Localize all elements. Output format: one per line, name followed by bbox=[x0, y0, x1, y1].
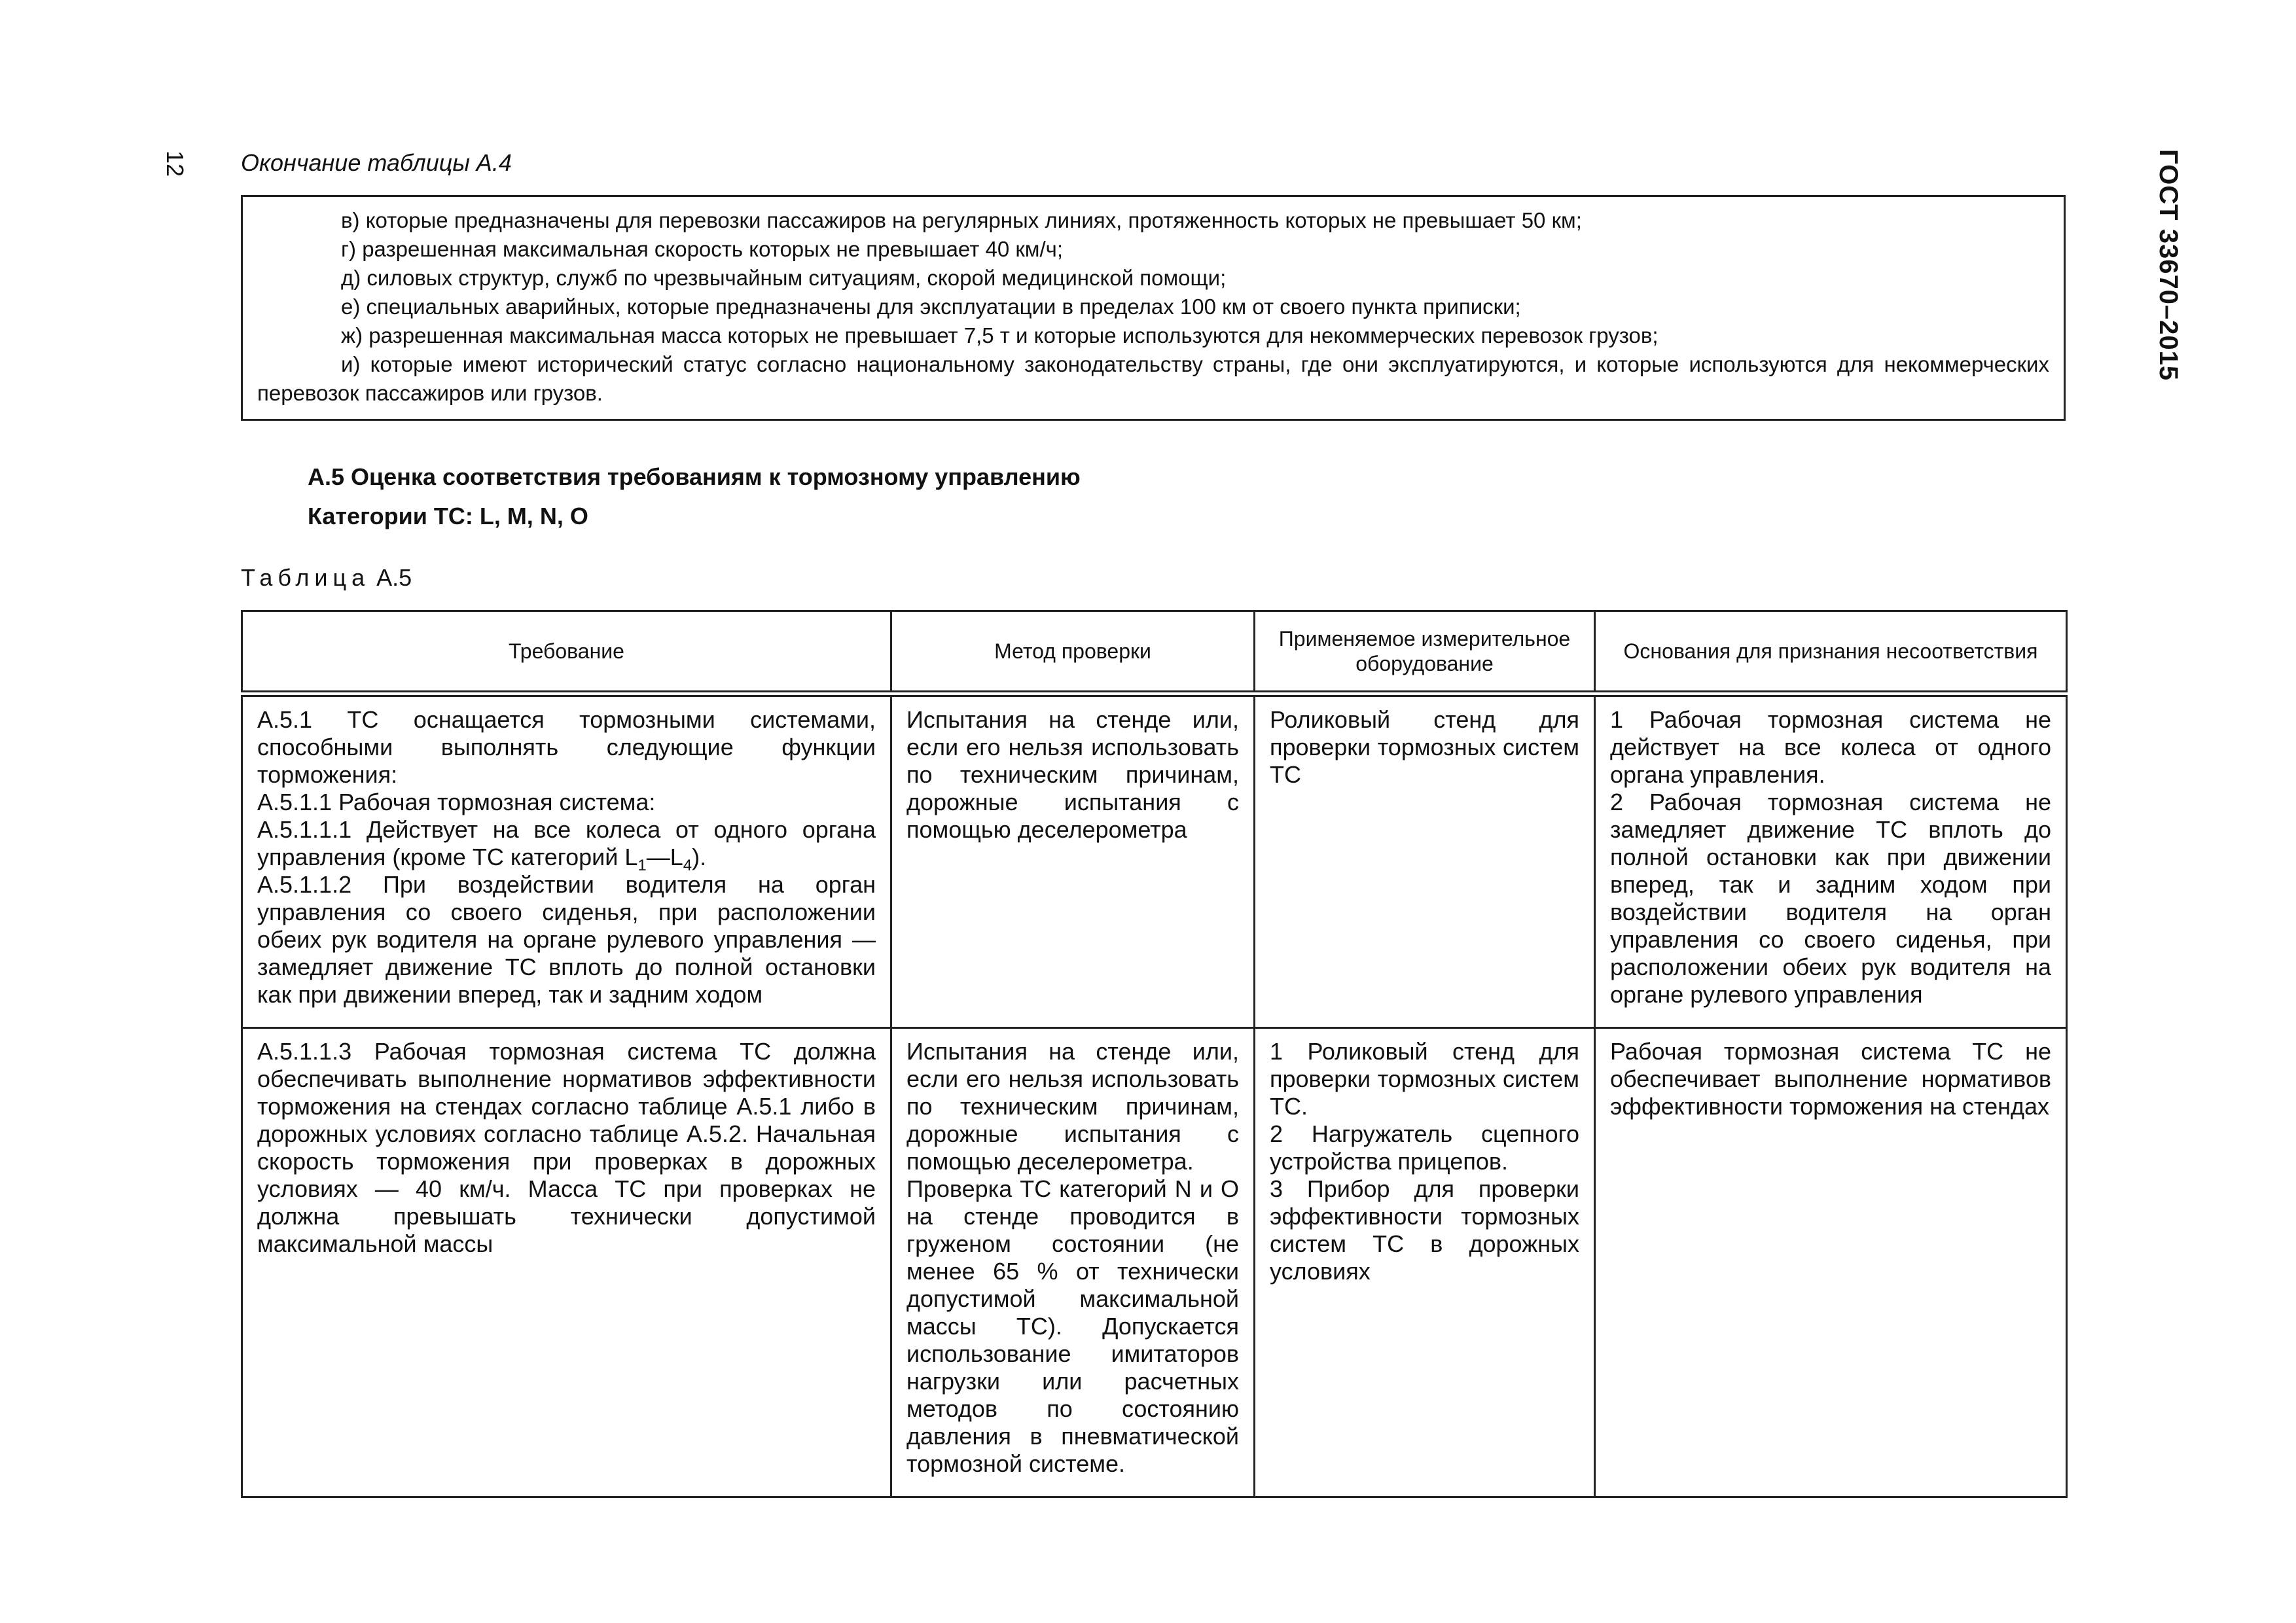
section-title: А.5 Оценка соответствия требованиям к тормозному управлению bbox=[308, 463, 1081, 490]
table-a4-continuation bbox=[241, 195, 2066, 421]
vehicle-categories: Категории ТС: L, M, N, O bbox=[308, 503, 588, 529]
equipment-cell: 1 Роликовый стенд для проверки тормозных систем ТС. 2 Нагружатель сцепного устройства прицепов. 3 Прибор для проверки эффективности тормозных систем ТС в дорожных условиях bbox=[1255, 1028, 1595, 1497]
table-row bbox=[242, 1028, 2067, 1497]
header-grounds: Основания для признания несоответствия bbox=[1595, 611, 2067, 694]
list-item: в) которые предназначены для перевозки пассажиров на регулярных линиях, протяженность которых не превышает 50 км; bbox=[341, 208, 1582, 232]
list-item: д) силовых структур, служб по чрезвычайным ситуациям, скорой медицинской помощи; bbox=[341, 266, 1227, 290]
table-label-word: Таблица bbox=[241, 564, 370, 591]
grounds-cell: 1 Рабочая тормозная система не действует на все колеса от одного органа управления. 2 Рабочая тормозная система не замедляет движение ТС вплоть до полной остановки как при движении вперед, так и задним ходом при воздействии водителя на орган управления со своего сиденья, при расположении обеих рук водителя на органе рулевого управления bbox=[1595, 694, 2067, 1028]
method-cell: Испытания на стенде или, если его нельзя использовать по техническим причинам, дорожные испытания с помощью деселерометра bbox=[891, 694, 1255, 1028]
page-number: 12 bbox=[162, 151, 188, 177]
list-item: е) специальных аварийных, которые предназначены для эксплуатации в пределах 100 км от своего пункта приписки; bbox=[341, 294, 1521, 319]
method-cell: Испытания на стенде или, если его нельзя использовать по техническим причинам, дорожные испытания с помощью деселерометра. Проверка ТС категорий N и O на стенде проводится в груженом состоянии (не менее 65 % от технически допустимой максимальной массы ТС). Допускается использование имитаторов нагрузки или расчетных методов по состоянию давления в пневматической тормозной системе. bbox=[891, 1028, 1255, 1497]
header-equipment: Применяемое измерительное оборудование bbox=[1255, 611, 1595, 694]
list-item: и) которые имеют исторический статус согласно национальному законодательству страны, где они эксплуатируются, и которые используются для некоммерческих перевозок пассажиров или грузов. bbox=[257, 352, 2049, 405]
grounds-cell: Рабочая тормозная система ТС не обеспечивает выполнение нормативов эффективности торможения на стендах bbox=[1595, 1028, 2067, 1497]
table-continuation-caption: Окончание таблицы А.4 bbox=[241, 149, 512, 176]
equipment-cell: Роликовый стенд для проверки тормозных систем ТС bbox=[1255, 694, 1595, 1028]
list-item: г) разрешенная максимальная скорость которых не превышает 40 км/ч; bbox=[341, 237, 1064, 261]
table-label bbox=[241, 564, 412, 592]
table-header-row bbox=[242, 611, 2067, 694]
table-row bbox=[242, 694, 2067, 1028]
requirement-cell: А.5.1.1.3 Рабочая тормозная система ТС должна обеспечивать выполнение нормативов эффективности торможения на стендах согласно таблице А.5.1 либо в дорожных условиях согласно таблице А.5.2. Начальная скорость торможения при проверках в дорожных условиях — 40 км/ч. Масса ТС при проверках не должна превышать технически допустимой максимальной массы bbox=[242, 1028, 891, 1497]
requirement-cell: А.5.1 ТС оснащается тормозными системами, способными выполнять следующие функции торможения: А.5.1.1 Рабочая тормозная система: А.5.1.1.1 Действует на все колеса от одного органа управления (кроме ТС категорий $L_1—L_4$). А.5.1.1.2 При воздействии водителя на орган управления со своего сиденья, при расположении обеих рук водителя на органе рулевого управления — замедляет движение ТС вплоть до полной остановки как при движении вперед, так и задним ходом bbox=[242, 694, 891, 1028]
requirements-table bbox=[241, 610, 2068, 1498]
table-label-id: А.5 bbox=[376, 564, 412, 591]
list-item: ж) разрешенная максимальная масса которых не превышает 7,5 т и которые используются для некоммерческих перевозок грузов; bbox=[341, 323, 1659, 348]
header-requirement: Требование bbox=[242, 611, 891, 694]
header-method: Метод проверки bbox=[891, 611, 1255, 694]
standard-designation: ГОСТ 33670–2015 bbox=[2154, 149, 2183, 382]
